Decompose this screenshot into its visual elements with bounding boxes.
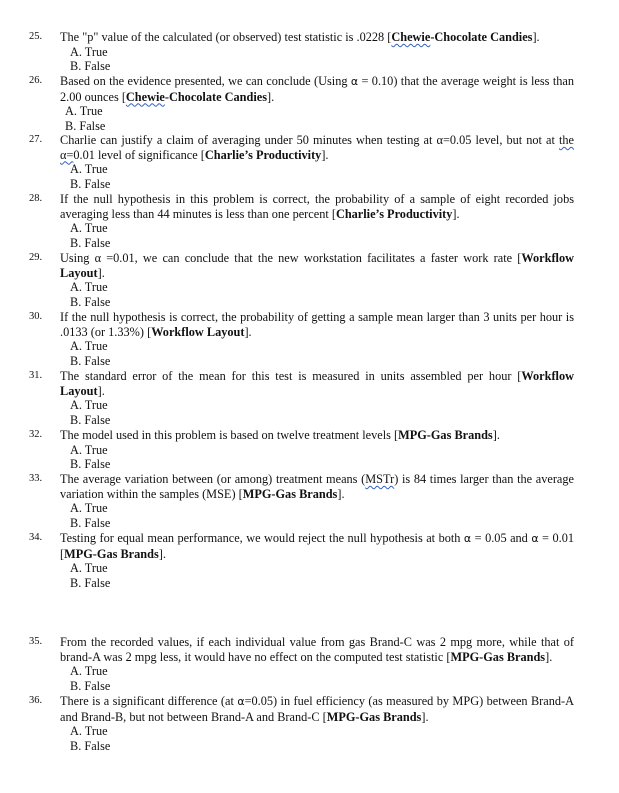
option-true: A. True xyxy=(70,221,108,236)
question-stem xyxy=(60,133,574,162)
option-false: B. False xyxy=(70,294,111,309)
stem-text: α xyxy=(531,532,539,545)
stem-text: MSTr xyxy=(365,472,395,486)
question-number: 25. xyxy=(29,31,43,42)
option-true: A. True xyxy=(65,104,103,119)
question-stem xyxy=(60,369,574,398)
stem-text: = 0.01 [ xyxy=(60,531,574,561)
case-reference: Chewie xyxy=(125,89,165,104)
option-false: B. False xyxy=(70,515,111,530)
stem-text: = 0.05 and xyxy=(471,531,532,545)
stem-text: From the recorded values, if each individual value from gas Brand-C was 2 mpg more, while that of brand-A was 2 mpg less, it would have no effect on the computed test statistic [ xyxy=(60,635,574,664)
question-stem xyxy=(60,310,574,339)
stem-text: The standard error of the mean for this test is measured in units assembled per hour [ xyxy=(60,369,522,383)
case-reference: Charlie’s Productivity xyxy=(204,147,322,162)
stem-text: The "p" value of the calculated (or observed) test statistic is .0228 [ xyxy=(60,30,392,44)
stem-text: α xyxy=(463,532,472,545)
stem-text: ]. xyxy=(244,324,252,339)
case-reference: Charlie’s Productivity xyxy=(335,206,453,221)
option-false: B. False xyxy=(70,678,111,693)
question-29 xyxy=(29,251,574,309)
stem-text: The model used in this problem is based on twelve treatment levels [ xyxy=(60,428,399,442)
case-reference: -Chocolate Candies xyxy=(164,89,267,104)
option-false: B. False xyxy=(70,575,111,590)
option-true: A. True xyxy=(70,44,108,59)
question-number: 36. xyxy=(29,695,43,706)
case-reference: MPG-Gas Brands xyxy=(64,546,159,561)
stem-text: Based on the evidence presented, we can conclude (Using xyxy=(60,74,351,88)
stem-text: Testing for equal mean performance, we would reject the null hypothesis at both xyxy=(60,531,464,545)
option-true: A. True xyxy=(70,442,108,457)
option-false: B. False xyxy=(70,176,111,191)
question-33 xyxy=(29,472,574,530)
stem-text: ]. xyxy=(421,709,429,724)
stem-text: ) is 84 times larger than the average variation within the samples (MSE) [ xyxy=(60,472,574,501)
stem-text: ]. xyxy=(267,89,275,104)
question-stem xyxy=(60,531,574,561)
question-35 xyxy=(29,635,574,693)
stem-text: ]. xyxy=(532,30,540,44)
question-25 xyxy=(29,30,574,74)
option-true: A. True xyxy=(70,339,108,354)
case-reference: Workflow Layout xyxy=(151,324,245,339)
question-stem xyxy=(60,192,574,221)
question-32 xyxy=(29,428,574,472)
option-true: A. True xyxy=(70,664,108,679)
stem-text: 0.01 level of significance [ xyxy=(73,147,205,162)
question-30 xyxy=(29,310,574,368)
option-true: A. True xyxy=(70,398,108,413)
question-stem xyxy=(60,472,574,501)
case-reference: Chewie xyxy=(391,30,431,44)
case-reference: MPG-Gas Brands xyxy=(450,649,546,664)
stem-text: α xyxy=(237,695,245,708)
stem-text: ]. xyxy=(97,383,105,398)
question-26 xyxy=(29,74,574,133)
stem-text: ]. xyxy=(158,546,166,561)
stem-text: There is a significant difference (at xyxy=(60,694,238,708)
stem-text: ]. xyxy=(97,265,105,280)
option-true: A. True xyxy=(70,561,108,576)
stem-text: The average variation between (or among) treatment means ( xyxy=(60,472,366,486)
case-reference: MPG-Gas Brands xyxy=(398,428,493,442)
stem-text: α xyxy=(350,75,359,88)
question-number: 26. xyxy=(29,75,43,86)
question-28 xyxy=(29,192,574,250)
question-stem xyxy=(60,74,574,104)
stem-text: the α= xyxy=(60,133,574,162)
case-reference: MPG-Gas Brands xyxy=(326,709,422,724)
option-true: A. True xyxy=(70,280,108,295)
option-false: B. False xyxy=(70,235,111,250)
option-false: B. False xyxy=(70,457,111,472)
question-number: 30. xyxy=(29,311,43,322)
option-false: B. False xyxy=(70,738,111,753)
question-number: 35. xyxy=(29,636,43,647)
option-true: A. True xyxy=(70,162,108,177)
stem-text: =0.05) in fuel efficiency (as measured by MPG) between Brand-A and Brand-B, but not between Brand-A and Brand-C [ xyxy=(60,694,575,724)
case-reference: Workflow Layout xyxy=(60,251,574,280)
question-36 xyxy=(29,694,574,753)
question-number: 32. xyxy=(29,429,43,440)
stem-text: If the null hypothesis is correct, the probability of getting a sample mean larger than 3 units per hour is .0133 (or 1.33%) [ xyxy=(60,310,574,339)
option-false: B. False xyxy=(65,118,106,133)
stem-text: ]. xyxy=(492,428,500,442)
stem-text: ]. xyxy=(452,206,460,221)
option-false: B. False xyxy=(70,412,111,427)
stem-text: Charlie can justify a claim of averaging under 50 minutes when testing at α=0.05 level, but not at xyxy=(60,133,559,147)
stem-text: ]. xyxy=(545,649,553,664)
question-number: 29. xyxy=(29,252,43,263)
question-number: 27. xyxy=(29,134,43,145)
question-31 xyxy=(29,369,574,427)
stem-text: ]. xyxy=(321,147,329,162)
question-stem xyxy=(60,428,574,443)
stem-text: = 0.10) that the average weight is less than 2.00 ounces [ xyxy=(60,74,574,104)
case-reference: -Chocolate Candies xyxy=(430,30,533,44)
case-reference: Workflow Layout xyxy=(60,369,574,398)
question-number: 33. xyxy=(29,473,43,484)
case-reference: MPG-Gas Brands xyxy=(242,486,338,501)
option-false: B. False xyxy=(70,59,111,74)
stem-text: If the null hypothesis in this problem is correct, the probability of a sample of eight recorded jobs averaging less than 44 minutes is less than one percent [ xyxy=(60,192,574,221)
question-stem xyxy=(60,30,574,45)
stem-text: ]. xyxy=(337,486,345,501)
question-stem xyxy=(60,251,574,280)
question-27 xyxy=(29,133,574,191)
stem-text: Using α =0.01, we can conclude that the new workstation facilitates a faster work rate [ xyxy=(60,251,522,265)
question-34 xyxy=(29,531,574,590)
question-stem xyxy=(60,694,574,724)
question-stem xyxy=(60,635,574,664)
option-true: A. True xyxy=(70,724,108,739)
question-number: 34. xyxy=(29,532,43,543)
option-true: A. True xyxy=(70,501,108,516)
question-number: 31. xyxy=(29,370,43,381)
question-number: 28. xyxy=(29,193,43,204)
option-false: B. False xyxy=(70,353,111,368)
